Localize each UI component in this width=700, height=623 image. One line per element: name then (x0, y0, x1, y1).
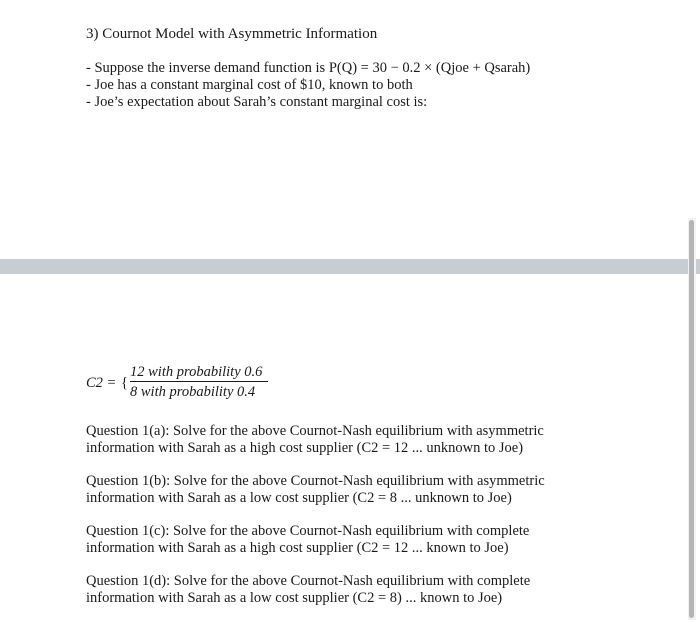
question-text-line: information with Sarah as a high cost supplier (C2 = 12 ... unknown to Joe) (86, 439, 524, 456)
section-heading: 3) Cournot Model with Asymmetric Information (86, 26, 378, 42)
assumption-sarah-cost-expectation: - Joe’s expectation about Sarah’s constant marginal cost is: (86, 94, 428, 110)
page-break-divider (0, 259, 700, 274)
assumption-joe-cost: - Joe has a constant marginal cost of $10, known to both (86, 77, 413, 93)
question-1c (86, 523, 676, 556)
question-text-line: Question 1(a): Solve for the above Cournot-Nash equilibrium with asymmetric (86, 423, 544, 439)
question-list (86, 423, 676, 623)
question-text-line: information with Sarah as a low cost supplier (C2 = 8) ... known to Joe) (86, 589, 503, 606)
question-text-line: information with Sarah as a low cost supplier (C2 = 8 ... unknown to Joe) (86, 489, 512, 506)
formula-brace: { (121, 375, 128, 391)
assumption-demand: - Suppose the inverse demand function is P(Q) = 30 − 0.2 × (Qjoe + Qsarah) (86, 60, 531, 76)
question-text-line: Question 1(d): Solve for the above Cournot-Nash equilibrium with complete (86, 573, 531, 589)
question-1a (86, 423, 676, 456)
question-text-line: Question 1(b): Solve for the above Cournot-Nash equilibrium with asymmetric (86, 473, 545, 489)
question-1d (86, 573, 676, 606)
formula-lhs: C2 = (86, 375, 117, 391)
assumption-list (86, 60, 530, 111)
question-text-line: Question 1(c): Solve for the above Cournot-Nash equilibrium with complete (86, 523, 530, 539)
formula-case-low: 8 with probability 0.4 (130, 384, 256, 400)
formula-divider-line (130, 381, 268, 382)
scrollbar-thumb[interactable] (689, 220, 694, 618)
formula-case-high: 12 with probability 0.6 (130, 364, 263, 380)
question-1b (86, 473, 676, 506)
question-text-line: information with Sarah as a high cost supplier (C2 = 12 ... known to Joe) (86, 539, 509, 556)
